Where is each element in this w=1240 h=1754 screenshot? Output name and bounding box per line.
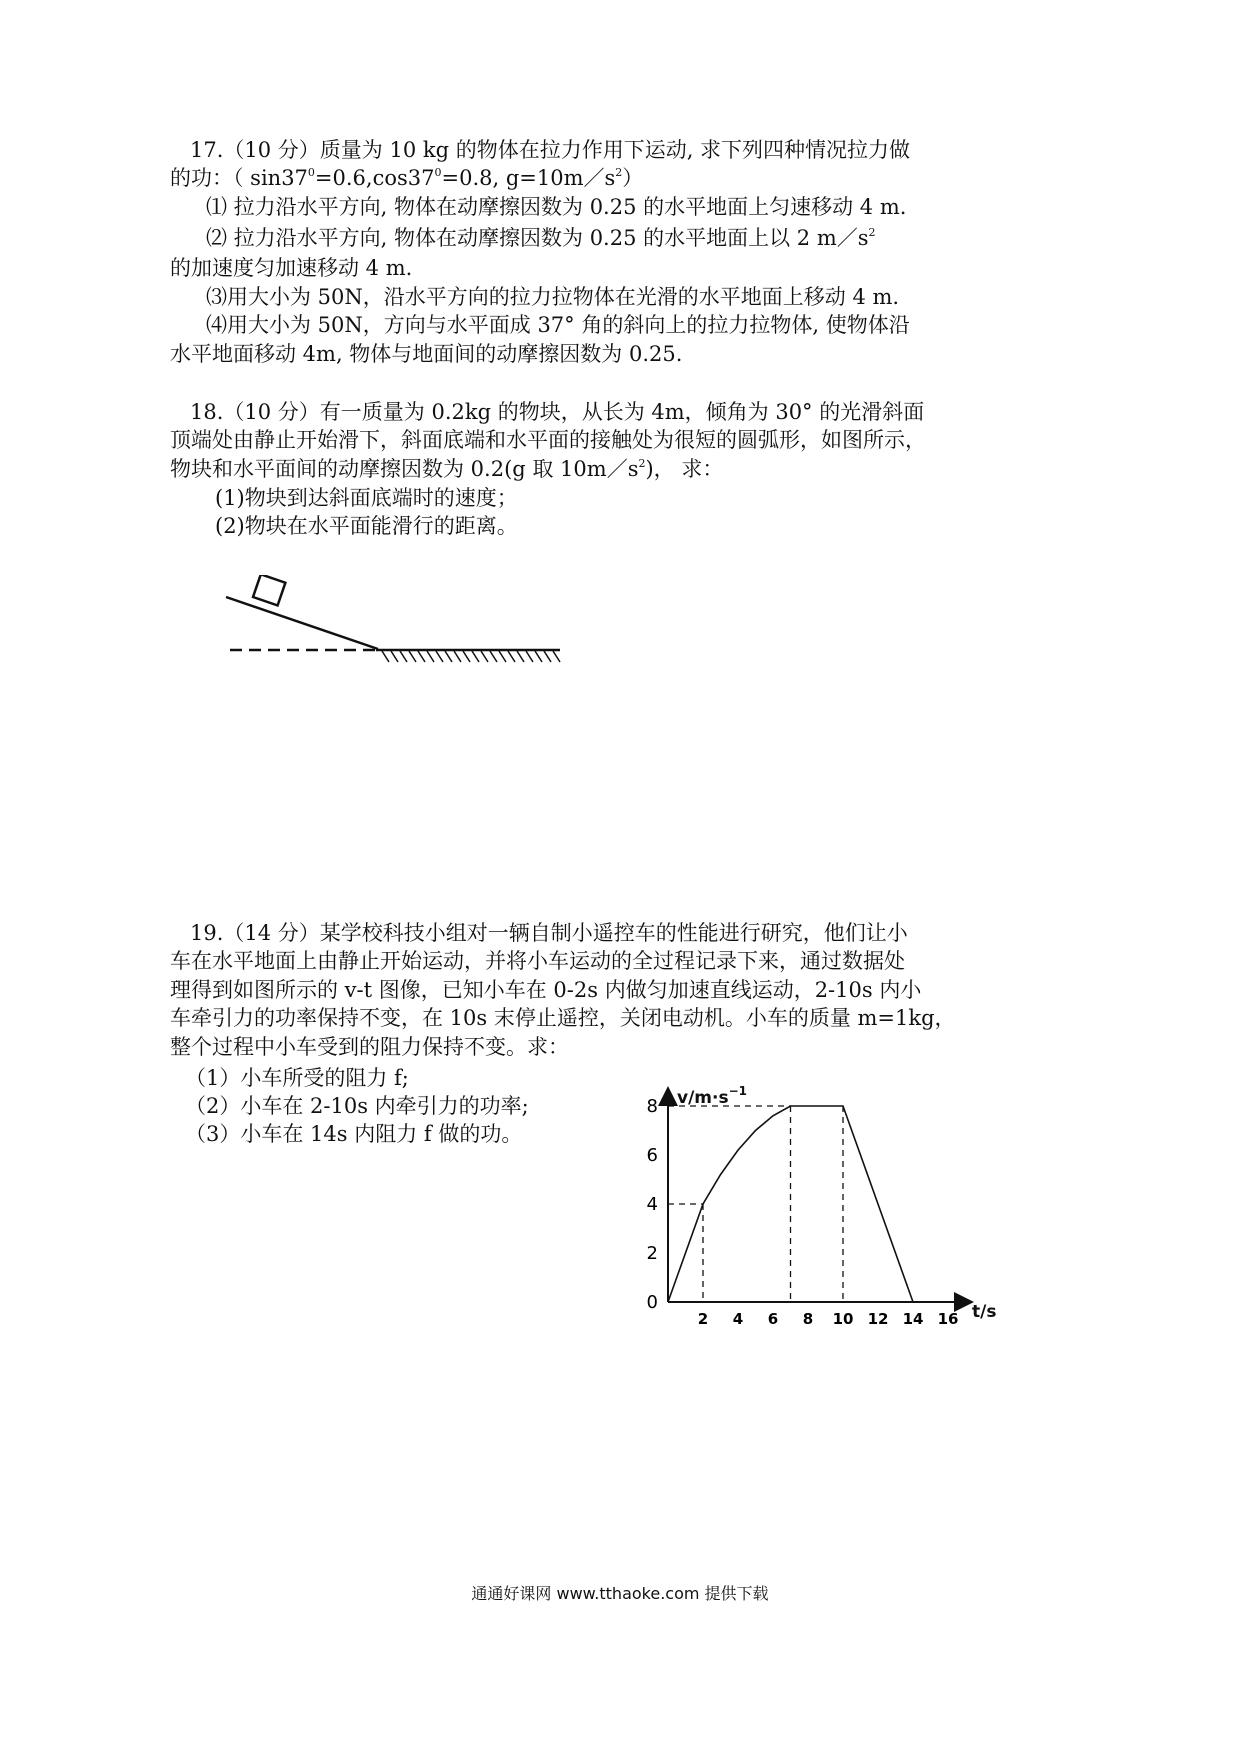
hatch-mark	[526, 651, 533, 662]
q19-sub-1: （1）小车所受的阻力 f;	[185, 1066, 409, 1090]
incline-figure	[220, 575, 570, 670]
y-tick-label: 4	[646, 1194, 658, 1215]
y-tick-label: 8	[646, 1096, 658, 1117]
q19-line-1: 19.（14 分）某学校科技小组对一辆自制小遥控车的性能进行研究，他们让小	[190, 921, 908, 945]
hatch-mark	[535, 651, 542, 662]
hatch-mark	[454, 651, 461, 662]
q17-part-3: ⑶用大小为 50N，沿水平方向的拉力拉物体在光滑的水平地面上移动 4 m.	[206, 285, 900, 309]
ground-hatching	[382, 651, 560, 662]
hatch-mark	[436, 651, 443, 662]
q18-sub-2: (2)物块在水平面能滑行的距离。	[215, 514, 518, 538]
hatch-mark	[427, 651, 434, 662]
q19-sub-2: （2）小车在 2-10s 内牵引力的功率;	[185, 1094, 529, 1118]
y-tick-label: 0	[646, 1292, 658, 1313]
q18-sub-1: (1)物块到达斜面底端时的速度；	[215, 486, 518, 510]
q17-part-1: ⑴ 拉力沿水平方向, 物体在动摩擦因数为 0.25 的水平地面上匀速移动 4 m.	[206, 195, 907, 219]
hatch-mark	[400, 651, 407, 662]
q18-line-3: 物块和水平面间的动摩擦因数为 0.2(g 取 $10m/s^2$)， 求：	[170, 457, 724, 481]
q17-line-1: 17.（10 分）质量为 10 kg 的物体在拉力作用下运动, 求下列四种情况拉力做	[190, 138, 911, 162]
q17-part-4: ⑷用大小为 50N，方向与水平面成 37° 角的斜向上的拉力拉物体, 使物体沿	[206, 313, 910, 337]
hatch-mark	[490, 651, 497, 662]
q17-part-2: ⑵ 拉力沿水平方向, 物体在动摩擦因数为 0.25 的水平地面上以 2 $m/s^2$	[206, 226, 876, 250]
hatch-mark	[553, 651, 560, 662]
hatch-mark	[517, 651, 524, 662]
hatch-mark	[544, 651, 551, 662]
hatch-mark	[391, 651, 398, 662]
y-axis-label: $v/m\cdot s^{-1}$	[677, 1084, 747, 1108]
x-tick-label: 12	[867, 1310, 889, 1328]
page-footer: 通通好课网 www.tthaoke.com 提供下载	[471, 1584, 769, 1603]
q18-line-2: 顶端处由静止开始滑下，斜面底端和水平面的接触处为很短的圆弧形，如图所示，	[170, 428, 926, 452]
hatch-mark	[508, 651, 515, 662]
q19-line-3: 理得到如图所示的 v-t 图像，已知小车在 0-2s 内做匀加速直线运动，2-10s 内小	[170, 978, 922, 1002]
q18-line-1: 18.（10 分）有一质量为 0.2kg 的物块，从长为 4m，倾角为 30° 的光滑斜面	[190, 400, 925, 424]
hatch-mark	[499, 651, 506, 662]
x-axis-label: t/s	[972, 1302, 997, 1322]
y-tick-label: 6	[646, 1145, 658, 1166]
x-tick-label: 14	[902, 1310, 924, 1328]
q19-line-4: 车牵引力的功率保持不变，在 10s 末停止遥控，关闭电动机。小车的质量 m=1kg，	[170, 1006, 956, 1030]
x-tick-label: 6	[767, 1310, 779, 1328]
x-tick-label: 8	[802, 1310, 814, 1328]
hatch-mark	[382, 651, 389, 662]
q17-part-4-cont: 水平地面移动 4m, 物体与地面间的动摩擦因数为 0.25.	[170, 342, 683, 366]
q19-line-5: 整个过程中小车受到的阻力保持不变。求：	[170, 1035, 569, 1059]
x-tick-label: 16	[937, 1310, 959, 1328]
hatch-mark	[409, 651, 416, 662]
hatch-mark	[445, 651, 452, 662]
x-tick-label: 4	[732, 1310, 744, 1328]
x-tick-label: 10	[832, 1310, 854, 1328]
vt-chart	[620, 1065, 1020, 1345]
block	[253, 575, 285, 605]
q19-sub-3: （3）小车在 14s 内阻力 f 做的功。	[185, 1122, 523, 1146]
y-tick-label: 2	[646, 1243, 658, 1264]
hatch-mark	[481, 651, 488, 662]
incline-surface	[226, 597, 378, 649]
hatch-mark	[463, 651, 470, 662]
q17-part-2-cont: 的加速度匀加速移动 4 m.	[170, 256, 413, 280]
hatch-mark	[418, 651, 425, 662]
hatch-mark	[472, 651, 479, 662]
q19-line-2: 车在水平地面上由静止开始运动，并将小车运动的全过程记录下来，通过数据处	[170, 949, 905, 973]
x-tick-label: 2	[697, 1310, 709, 1328]
q17-line-2: 的功：（ $\sin 37^0=0.6,\cos 37^0=0.8$, $g=10m/s^2$）	[170, 166, 644, 190]
